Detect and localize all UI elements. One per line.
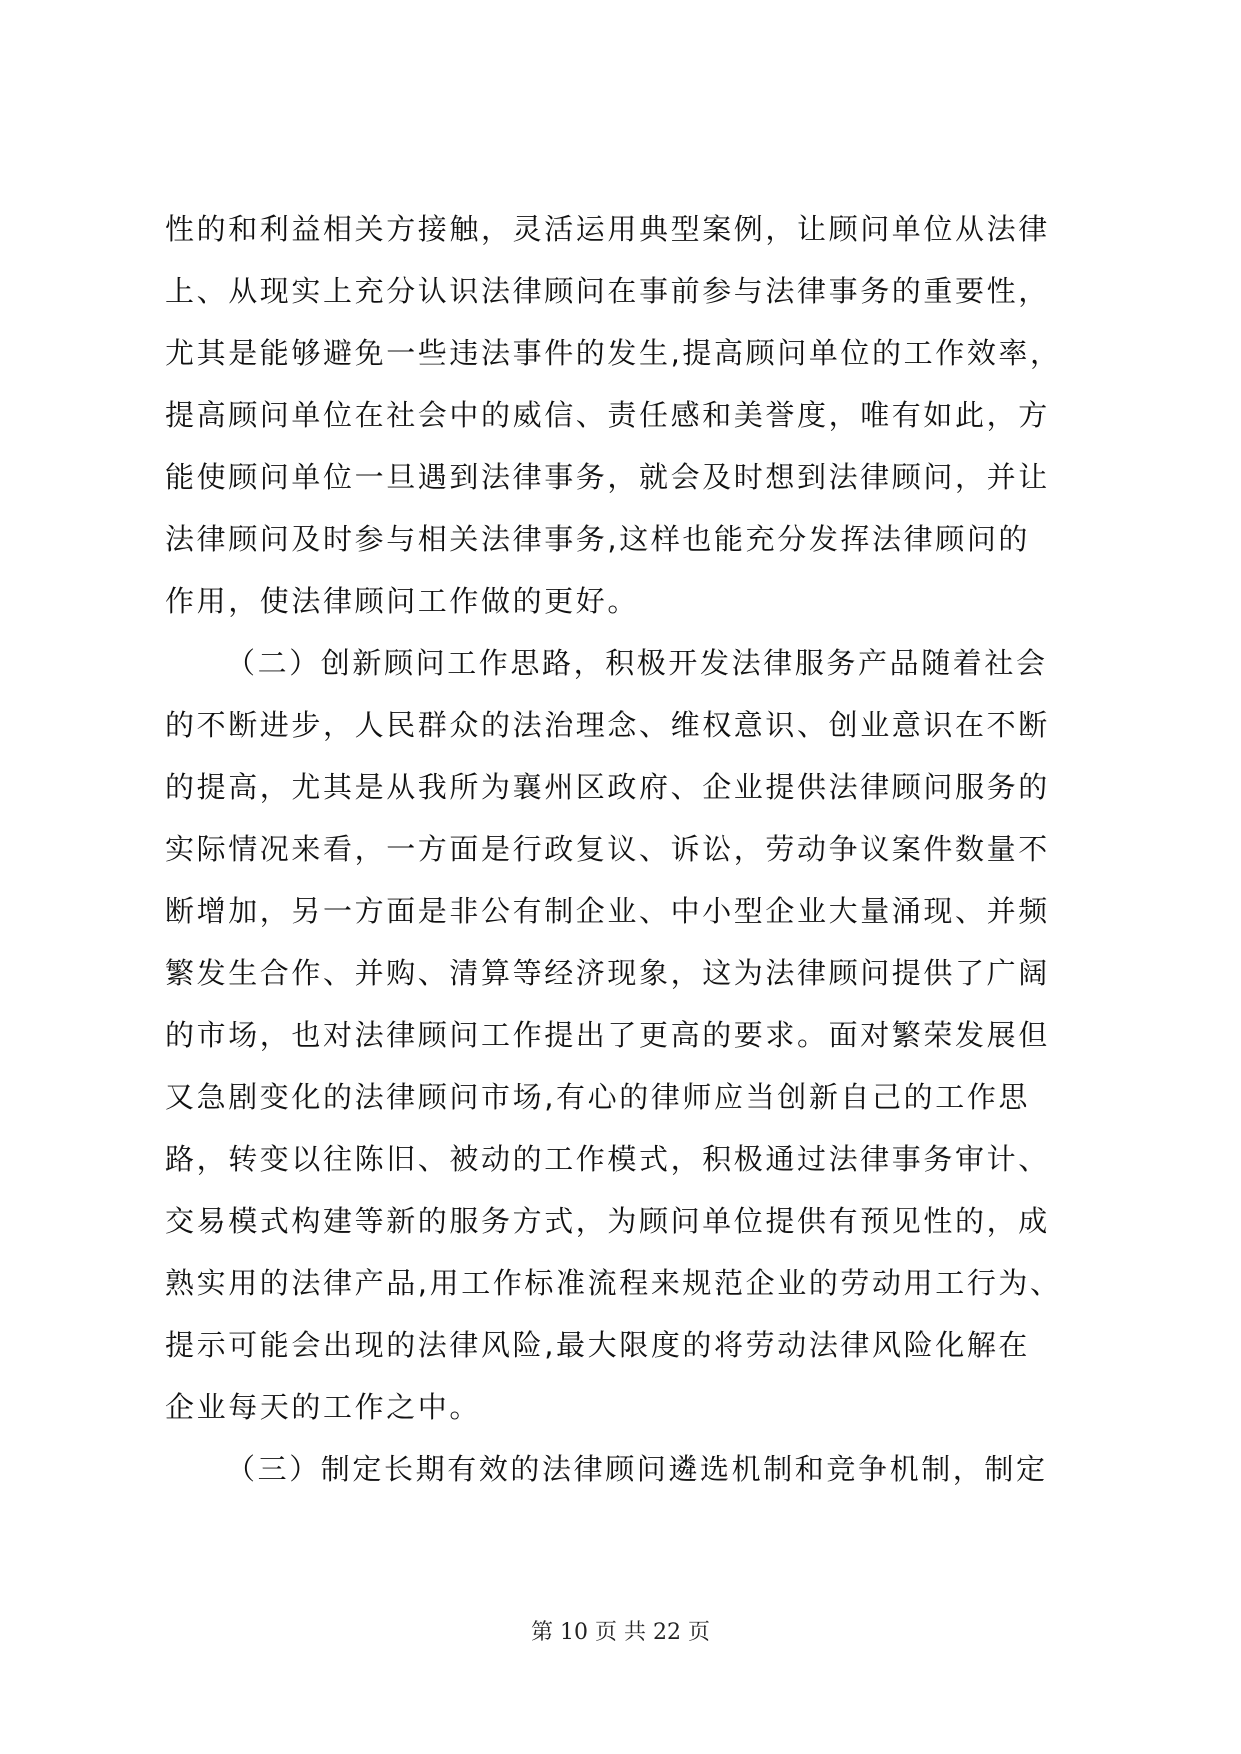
text-line: 提示可能会出现的法律风险,最大限度的将劳动法律风险化解在 [165, 1328, 1031, 1362]
text-line: 断增加，另一方面是非公有制企业、中小型企业大量涌现、并频 [165, 894, 1050, 928]
text-line: 尤其是能够避免一些违法事件的发生,提高顾问单位的工作效率， [165, 336, 1062, 370]
text-line: 熟实用的法律产品,用工作标准流程来规范企业的劳动用工行为、 [165, 1266, 1062, 1300]
text-line: （三）制定长期有效的法律顾问遴选机制和竞争机制，制定 [226, 1452, 1048, 1486]
text-line: 实际情况来看，一方面是行政复议、诉讼，劳动争议案件数量不 [165, 832, 1050, 866]
text-line: 交易模式构建等新的服务方式，为顾问单位提供有预见性的，成 [165, 1204, 1050, 1238]
text-line: 的提高，尤其是从我所为襄州区政府、企业提供法律顾问服务的 [165, 770, 1050, 804]
text-line: 能使顾问单位一旦遇到法律事务，就会及时想到法律顾问，并让 [165, 460, 1050, 494]
text-line: 的不断进步，人民群众的法治理念、维权意识、创业意识在不断 [165, 708, 1050, 742]
text-line: 繁发生合作、并购、清算等经济现象，这为法律顾问提供了广阔 [165, 956, 1050, 990]
text-line: 企业每天的工作之中。 [165, 1390, 482, 1424]
text-line: 性的和利益相关方接触，灵活运用典型案例，让顾问单位从法律 [165, 212, 1050, 246]
text-line: 作用，使法律顾问工作做的更好。 [165, 584, 640, 618]
text-line: 提高顾问单位在社会中的威信、责任感和美誉度，唯有如此，方 [165, 398, 1050, 432]
text-line: （二）创新顾问工作思路，积极开发法律服务产品随着社会 [226, 646, 1048, 680]
text-line: 又急剧变化的法律顾问市场,有心的律师应当创新自己的工作思 [165, 1080, 1031, 1114]
text-line: 法律顾问及时参与相关法律事务,这样也能充分发挥法律顾问的 [165, 522, 1031, 556]
page-number: 第 10 页 共 22 页 [531, 1620, 710, 1645]
text-line: 上、从现实上充分认识法律顾问在事前参与法律事务的重要性， [165, 274, 1050, 308]
text-line: 的市场，也对法律顾问工作提出了更高的要求。面对繁荣发展但 [165, 1018, 1050, 1052]
text-line: 路，转变以往陈旧、被动的工作模式，积极通过法律事务审计、 [165, 1142, 1050, 1176]
